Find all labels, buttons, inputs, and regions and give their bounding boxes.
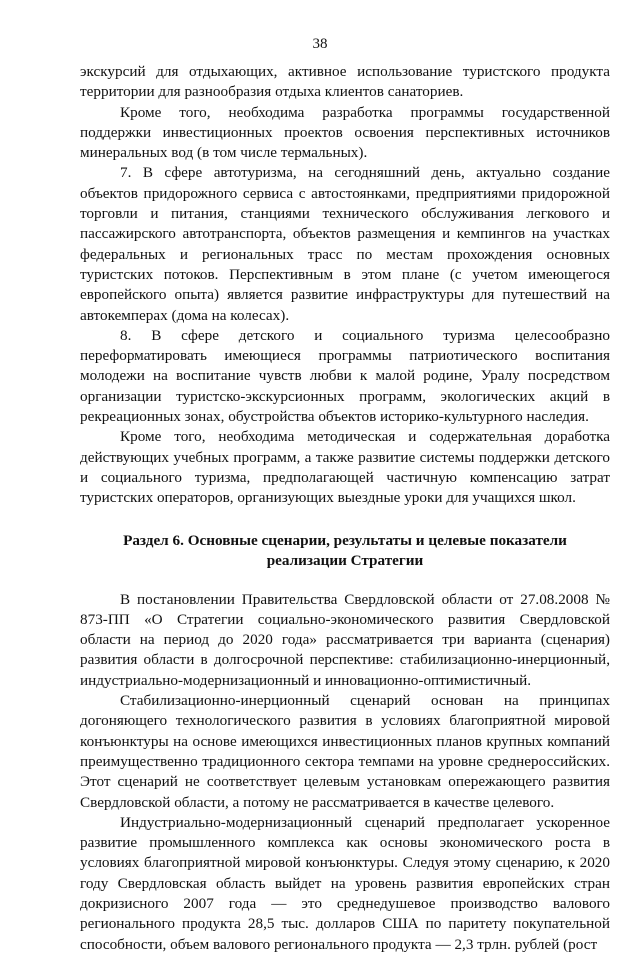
paragraph-stabilization-scenario: Стабилизационно-инерционный сценарий основан на принципах догоняющего технологического развития в условиях благоприятной мировой конъюнктуры на основе имеющихся инвестиционных планов крупных компаний преимущественно традиционного сектора темпами на уровне среднероссийских. Этот сценарий не соответствует целевым установкам опережающего развития Свердловской области, а потому не рассматривается в качестве целевого. <box>80 692 610 811</box>
page-number: 38 <box>312 36 328 52</box>
section-spacer <box>80 572 610 590</box>
paragraph-methodical-support: Кроме того, необходима методическая и содержательная доработка действующих учебных программ, а также развитие системы поддержки детского и социального туризма, предполагающей частичную компенсацию затрат туристских операторов, организующих выездные уроки для учащихся школ. <box>80 428 610 507</box>
paragraph-children-tourism: 8. В сфере детского и социального туризма целесообразно переформатировать имеющиеся программы патриотического воспитания молодежи на воспитание чувств любви к малой родине, Уралу посредством организации туристско-экскурсионных программ, экологических акций в рекреационных зонах, обустройства объектов историко-культурного наследия. <box>80 326 610 426</box>
paragraph-mineral-waters: Кроме того, необходима разработка программы государственной поддержки инвестиционных проектов освоения перспективных источников минеральных вод (в том числе термальных). <box>80 103 610 162</box>
paragraph-autotourism: 7. В сфере автотуризма, на сегодняшний день, актуально создание объектов придорожного сервиса с автостоянками, предприятиями придорожной торговли и питания, станциями технического обслуживания легкового и пассажирского автотранспорта, объектов размещения и кемпингов на участках федеральных и региональных трасс по местам прохождения основных туристских потоков. Перспективным в этом плане (с учетом имеющегося европейского опыта) является развитие инфраструктуры для путешествий на автокемперах (дома на колесах). <box>80 164 610 324</box>
paragraph-industrial-scenario: Индустриально-модернизационный сценарий предполагает ускоренное развитие промышленного комплекса как основы экономического роста в условиях благоприятной мировой конъюнктуры. Следуя этому сценарию, к 2020 году Свердловская область выйдет на уровень развития европейских стран докризисного 2007 года — это среднедушевое производство валового регионального продукта 28,5 тыс. долларов США по паритету покупательной способности, объем валового регионального продукта — 2,3 трлн. рублей (рост <box>80 813 610 953</box>
paragraph-strategy-decree: В постановлении Правительства Свердловской области от 27.08.2008 № 873-ПП «О Стратегии социально-экономического развития Свердловской области на период до 2020 года» рассматривается три варианта (сценария) развития области в долгосрочной перспективе: стабилизационно-инерционный, индустриально-модернизационный и инновационно-оптимистичный. <box>80 590 610 689</box>
paragraph-continuation: экскурсий для отдыхающих, активное использование туристского продукта территории для разнообразия отдыха клиентов санаториев. <box>80 63 610 101</box>
section-heading: Раздел 6. Основные сценарии, результаты и целевые показатели реализации Стратегии <box>123 531 567 570</box>
document-body <box>80 62 610 955</box>
